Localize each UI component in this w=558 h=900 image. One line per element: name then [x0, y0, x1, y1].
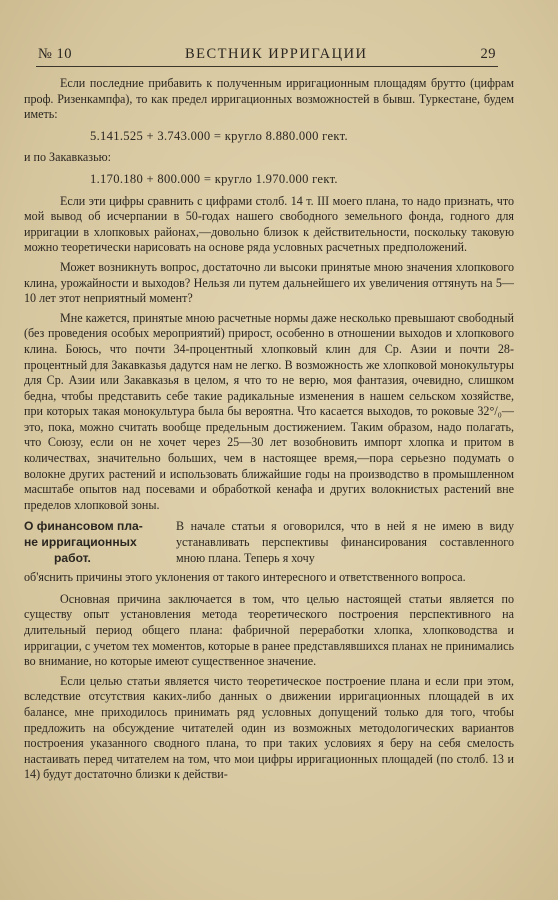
- paragraph-2: и по Закавказью:: [24, 150, 111, 165]
- article-body: [24, 76, 514, 787]
- header-rule: [36, 66, 498, 67]
- paragraph-6-continued: об'яснить причины этого уклонения от такого интересного и ответственного вопроса.: [24, 570, 466, 585]
- paragraph-7: Основная причина заключается в том, что целью настоящей статьи является по существу опыт установления метода теоретического построения перспективного на длительный период общего плана: фабричной переработки хлопка, хлопководства и ирригации, с учетом тех моментов, которые в ранее представлявшихся планах не принимались во внимание, но которые имеют существенное значение.: [24, 591, 514, 669]
- issue-number: № 10: [38, 46, 72, 62]
- paragraph-5: Мне кажется, принятые мною расчетные нормы даже несколько превышают свободный (без проведения особых мероприятий) прирост, особенно в отношении выходов и хлопкового клина. Боюсь, что почти 34-процентный хлопковый клин для Ср. Азии и почти 28-процентный для Закавказья дадутся нам не легко. В возможность же хлопковой монокультуры для Ср. Азии или Закавказья в целом, я что то не верю, моя фантазия, очевидно, слишком бедна, чтобы представить себе такие радикальные изменения в нашем сельском хозяйстве, при которых такая монокультура была бы вероятна. Что касается выходов, то роковые 32°/₀—это, пока, можно считать вообще предельным достижением. Таким образом, надо полагать, что Союзу, если он не хочет через 25—30 лет возобновить импорт хлопка и притом в количествах, значительно больших, чем в настоящее время,—пора серьезно подумать о волокне других растений и использовать ближайшие годы на производство в промышленном масштабе опытов над посевами и обработкой кенафа и других волокнистых растений вне пределов хлопковой зоны.: [24, 310, 514, 512]
- paragraph-1: Если последние прибавить к полученным ирригационным площадям брутто (цифрам проф. Ризенкампфа), то как предел ирригационных возможностей в бывш. Туркестане, будем иметь:: [24, 76, 514, 122]
- section-side-heading: [24, 519, 166, 566]
- paragraph-8: Если целью статьи является чисто теоретическое построение плана и если при этом, вследствие отсутствия каких-либо данных о движении ирригационных площадей в их балансе, мне приходилось принимать ряд условных допущений только для того, чтобы предложить на обсуждение читателей один из возможных методологических вариантов построения указанного сводного плана, то при таких условиях я беру на себя смелость настаивать перед читателем на том, что мои цифры ирригационных площадей (по столб. 13 и 14) будут достаточно близки к действи-: [24, 673, 514, 782]
- paragraph-4: Может возникнуть вопрос, достаточно ли высоки принятые мною значения хлопкового клина, урожайности и выходов? Нельзя ли путем дальнейшего их увеличения оттянуть на 5—10 лет этот неприятный момент?: [24, 259, 514, 306]
- paragraph-6-start: В начале статьи я оговорился, что в ней я не имею в виду устанавливать перспективы финансирования составленного мною плана. Теперь я хочу: [176, 519, 514, 565]
- side-heading-line-1: О финансовом пла-: [24, 519, 143, 534]
- journal-title: ВЕСТНИК ИРРИГАЦИИ: [184, 46, 368, 62]
- formula-transcaucasia: 1.170.180 + 800.000 = кругло 1.970.000 гект.: [90, 171, 338, 186]
- side-heading-line-2: не ирригационных: [24, 535, 137, 550]
- section-finance: [24, 519, 514, 566]
- formula-turkestan: 5.141.525 + 3.743.000 = кругло 8.880.000 гект.: [90, 128, 348, 143]
- page-header: [38, 46, 496, 63]
- page-number: 29: [480, 46, 496, 62]
- side-heading-line-3: работ.: [54, 550, 91, 565]
- paragraph-3: Если эти цифры сравнить с цифрами столб. 14 т. III моего плана, то надо признать, что мой вывод об исчерпании в 50-годах нашего свободного земельного фонда, годного для ирригации в хлопковых районах,—довольно близок к действительности, поскольку таковую можно теоретически нарисовать на основе ряда условных расчетных предположений.: [24, 193, 514, 255]
